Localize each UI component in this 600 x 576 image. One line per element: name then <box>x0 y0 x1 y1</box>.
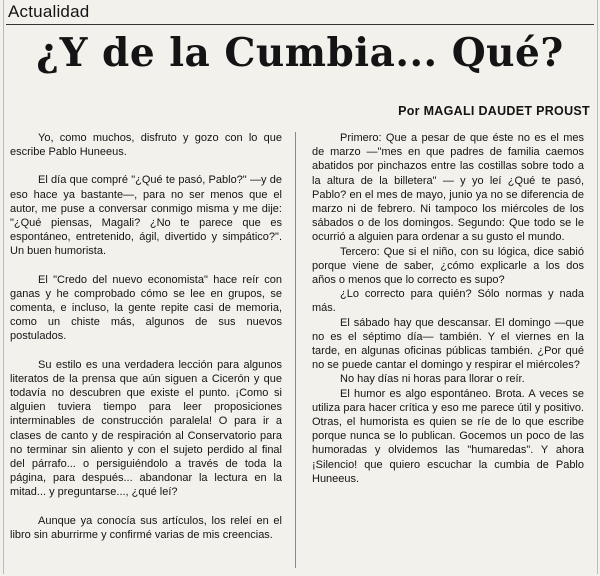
paragraph: El día que compré "¿Qué te pasó, Pablo?" —y de eso hace ya bastante—, para no ser menos que el autor, me puse a conversar conmigo misma y me dije: "¿Qué piensas, Magali? ¿No te parece que es espontáneo, entretenido, ágil, divertido y simpático?". Un buen humorista. <box>10 174 282 258</box>
article-column-right <box>312 131 584 573</box>
paragraph: Yo, como muchos, disfruto y gozo con lo que escribe Pablo Huneeus. <box>10 132 282 159</box>
column-divider <box>295 132 296 568</box>
paragraph: El sábado hay que descansar. El domingo —que no es el séptimo día— también. Y el viernes en la tarde, en algunas oficinas públicas también. ¿Por qué no se puede cantar el domingo y respirar el miércoles? <box>312 316 584 372</box>
paragraph: Su estilo es una verdadera lección para algunos literatos de la prensa que aún siguen a Cicerón y que todavía no descubren que existe el punto. ¡Como si alguien tuviera tiempo para leer proposiciones interminables de construcción paralela! O para ir a clases de canto y de respiración al Conservatorio para no terminar sin aliento y con el sujeto perdido al final del párrafo... o persiguiéndolo a través de toda la página, para después... abandonar la lectura en la mitad... y preguntarse..., ¿qué leí? <box>10 358 282 499</box>
paragraph: El "Credo del nuevo economista" hace reír con ganas y he comprobado cómo se lee en grupos, se comenta, e incluso, la gente repite casi de memoria, como un chiste más, algunos de sus nuevos postulados. <box>10 273 282 343</box>
paragraph: Primero: Que a pesar de que éste no es el mes de marzo —"mes en que padres de familia caemos abatidos por pinchazos entre las costillas sobre todo a la altura de la billetera" — y yo leí ¿Qué te pasó, Pablo? en el mes de mayo, junio ya no se diferencia de marzo ni de febrero. Ni tampoco los miércoles de los sábados o de los domingos. Segundo: Que todo se le ocurrió a alguien para ordenar a su gusto el mundo. <box>312 132 584 244</box>
paragraph: Tercero: Que si el niño, con su lógica, dice sabió porque viene de saber, ¿cómo explicarle a los dos años o menos que lo correcto es supo? <box>312 245 584 287</box>
byline: Por MAGALI DAUDET PROUST <box>398 104 590 118</box>
headline: ¿Y de la Cumbia... Qué? <box>36 30 564 76</box>
paragraph: El humor es algo espontáneo. Brota. A veces se utiliza para hacer crítica y eso me parece útil y positivo. Otras, el humorista es quien se ríe de lo que escribe porque nunca se lo publican. Gocemos un poco de las humoradas y olvidemos las "humaredas". Y ahora ¡Silencio! que quiero escuchar la cumbia de Pablo Huneeus. <box>312 387 584 485</box>
section-label: Actualidad <box>8 2 90 21</box>
paragraph: ¿Lo correcto para quién? Sólo normas y nada más. <box>312 288 584 315</box>
section-rule <box>6 24 594 25</box>
paragraph: Aunque ya conocía sus artículos, los releí en el libro sin aburrirme y confirmé varias de mis creencias. <box>10 514 282 541</box>
paragraph: No hay días ni horas para llorar o reír. <box>340 373 525 386</box>
article-column-left <box>10 131 282 573</box>
